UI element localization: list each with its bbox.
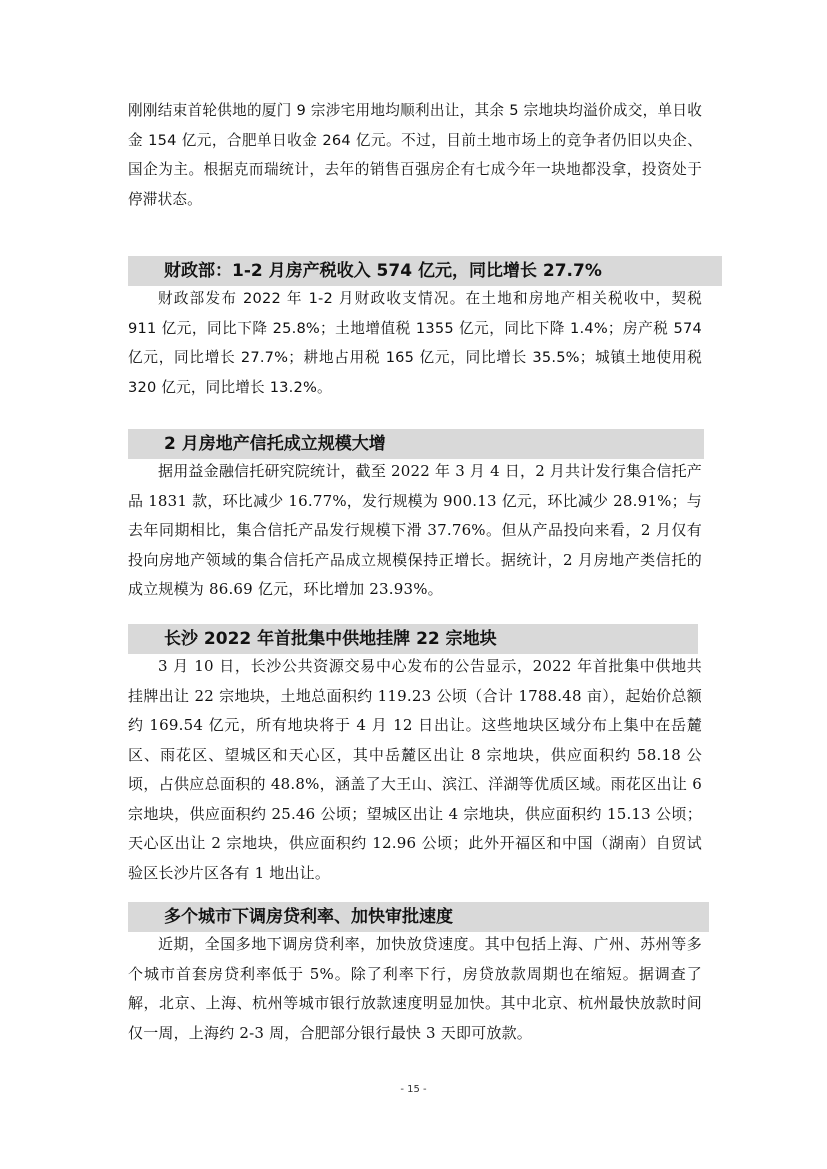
section-heading-mortgage: 多个城市下调房贷利率、加快审批速度 (128, 902, 709, 932)
section-heading-trust: 2 月房地产信托成立规模大增 (128, 429, 704, 459)
intro-paragraph: 刚刚结束首轮供地的厦门 9 宗涉宅用地均顺利出让，其余 5 宗地块均溢价成交，单日收金 154 亿元，合肥单日收金 264 亿元。不过，目前土地市场上的竞争者仍旧以央企、国企为主。根据克而瑞统计，去年的销售百强房企有七成今年一块地都没拿，投资处于停滞状态。 (128, 102, 702, 208)
page-number: - 15 - (400, 1084, 427, 1095)
section-heading-fiscal: 财政部：1-2 月房产税收入 574 亿元，同比增长 27.7% (128, 256, 722, 286)
section-body-mortgage: 近期，全国多地下调房贷利率，加快放贷速度。其中包括上海、广州、苏州等多个城市首套房贷利率低于 5%。除了利率下行，房贷放款周期也在缩短。据调查了解，北京、上海、杭州等城市银行放款速度明显加快。其中北京、杭州最快放款时间仅一周，上海约 2-3 周，合肥部分银行最快 3 天即可放款。 (128, 935, 702, 1042)
section-body-changsha: 3 月 10 日，长沙公共资源交易中心发布的公告显示，2022 年首批集中供地共挂牌出让 22 宗地块，土地总面积约 119.23 公顷（合计 1788.48 亩），起始价总额约 169.54 亿元，所有地块将于 4 月 12 日出让。这些地块区域分布上集中在岳麓区、雨花区、望城区和天心区，其中岳麓区出让 8 宗地块，供应面积约 58.18 公顷，占供应总面积的 48.8%，涵盖了大王山、滨江、洋湖等优质区域。雨花区出让 6 宗地块，供应面积约 25.46 公顷；望城区出让 4 宗地块，供应面积约 15.13 公顷；天心区出让 2 宗地块，供应面积约 12.96 公顷；此外开福区和中国（湖南）自贸试验区长沙片区各有 1 地出让。 (128, 657, 702, 882)
section-body-fiscal: 财政部发布 2022 年 1-2 月财政收支情况。在土地和房地产相关税收中，契税 911 亿元，同比下降 25.8%；土地增值税 1355 亿元，同比下降 1.4%；房产税 574 亿元，同比增长 27.7%；耕地占用税 165 亿元，同比增长 35.5%；城镇土地使用税 320 亿元，同比增长 13.2%。 (128, 290, 702, 396)
section-heading-changsha: 长沙 2022 年首批集中供地挂牌 22 宗地块 (128, 624, 698, 654)
section-body-trust: 据用益金融信托研究院统计，截至 2022 年 3 月 4 日，2 月共计发行集合信托产品 1831 款，环比减少 16.77%，发行规模为 900.13 亿元，环比减少 28.91%；与去年同期相比，集合信托产品发行规模下滑 37.76%。但从产品投向来看，2 月仅有投向房地产领域的集合信托产品成立规模保持正增长。据统计，2 月房地产类信托的成立规模为 86.69 亿元，环比增加 23.93%。 (128, 462, 702, 598)
